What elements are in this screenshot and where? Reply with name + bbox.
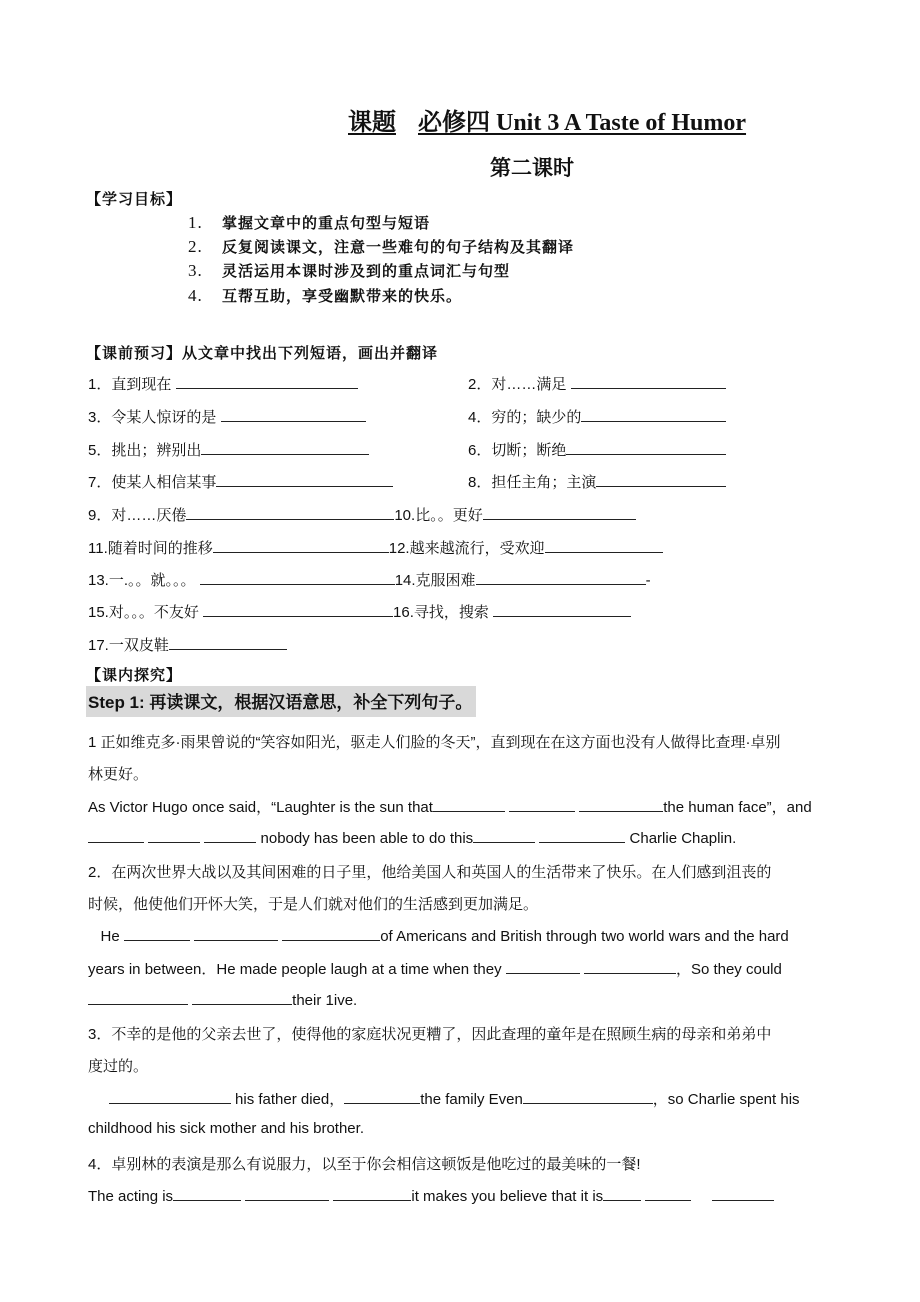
answer-blank[interactable] — [493, 602, 631, 617]
answer-blank[interactable] — [148, 828, 200, 843]
q1-chinese-line1: 1 正如维克多·雨果曾说的“笑容如阳光，驱走人们脸的冬天”，直到现在在这方面也没有人做得比查理·卓别 — [88, 734, 781, 751]
q1-english-line1: As Victor Hugo once said，“Laughter is the sun that the human face”，and — [88, 799, 812, 816]
answer-blank[interactable] — [545, 538, 663, 553]
answer-blank[interactable] — [596, 472, 726, 487]
answer-blank[interactable] — [603, 1186, 641, 1201]
q4-chinese-line1: 4．卓别林的表演是那么有说服力，以至于你会相信这顿饭是他吃过的最美味的一餐! — [88, 1156, 641, 1173]
phrase-item: 8．担任主角；主演 — [468, 471, 726, 492]
q1-english-line2: nobody has been able to do this Charlie Chaplin. — [88, 828, 736, 847]
answer-blank[interactable] — [433, 797, 505, 812]
answer-blank[interactable] — [204, 828, 256, 843]
q2-english-line3: their 1ive. — [88, 990, 357, 1009]
q3-chinese-line2: 度过的。 — [88, 1058, 149, 1075]
phrase-item: 3．令某人惊讶的是 — [88, 406, 366, 427]
preview-heading: 【课前预习】从文章中找出下列短语，画出并翻译 — [86, 345, 439, 362]
answer-blank[interactable] — [566, 440, 726, 455]
answer-blank[interactable] — [523, 1089, 653, 1104]
phrase-item: 15.对。。。不友好 16.寻找，搜索 — [88, 601, 631, 622]
answer-blank[interactable] — [581, 407, 726, 422]
objective-item: 2. 反复阅读课文，注意一些难句的句子结构及其翻译 — [188, 237, 575, 256]
phrase-item: 9．对……厌倦 10.比。。更好 — [88, 504, 636, 525]
q2-chinese-line2: 时候，他使他们开怀大笑，于是人们就对他们的生活感到更加满足。 — [88, 896, 539, 913]
q2-chinese-line1: 2．在两次世界大战以及其间困难的日子里，他给美国人和英国人的生活带来了快乐。在人们感到沮丧的 — [88, 864, 772, 881]
title-label: 课题 — [348, 110, 396, 136]
q2-english-line2: years in between．He made people laugh at a time when they ，So they could — [88, 961, 782, 978]
answer-blank[interactable] — [645, 1186, 691, 1201]
answer-blank[interactable] — [571, 374, 726, 389]
q3-chinese-line1: 3．不幸的是他的父亲去世了，使得他的家庭状况更糟了，因此查理的童年是在照顾生病的母亲和弟弟中 — [88, 1026, 772, 1043]
q3-english-line2: childhood his sick mother and his brother. — [88, 1120, 364, 1137]
lesson-subtitle: 第二课时 — [490, 156, 574, 180]
phrase-item: 13.一.。。就。。。 14.克服困难 - — [88, 572, 651, 589]
explore-heading: 【课内探究】 — [86, 667, 183, 684]
answer-blank[interactable] — [203, 602, 393, 617]
phrase-item: 6．切断；断绝 — [468, 439, 726, 460]
answer-blank[interactable] — [169, 635, 287, 650]
step1-heading: Step 1: 再读课文，根据汉语意思，补全下列句子。 — [86, 686, 476, 717]
objective-item: 3. 灵活运用本课时涉及到的重点词汇与句型 — [188, 261, 511, 280]
phrase-item: 7．使某人相信某事 — [88, 471, 393, 492]
answer-blank[interactable] — [186, 505, 394, 520]
answer-blank[interactable] — [221, 407, 366, 422]
phrase-item: 11.随着时间的推移 12.越来越流行，受欢迎 — [88, 537, 663, 558]
answer-blank[interactable] — [88, 828, 144, 843]
answer-blank[interactable] — [88, 990, 188, 1005]
phrase-item: 2．对……满足 — [468, 373, 726, 394]
answer-blank[interactable] — [539, 828, 625, 843]
q4-english-line1: The acting is it makes you believe that it is — [88, 1186, 774, 1205]
answer-blank[interactable] — [584, 959, 676, 974]
document-title — [348, 102, 746, 137]
answer-blank[interactable] — [476, 570, 646, 585]
objective-item: 4. 互帮互助，享受幽默带来的快乐。 — [188, 286, 463, 305]
answer-blank[interactable] — [506, 959, 580, 974]
q3-english-line1: his father died， the family Even ，so Charlie spent his — [88, 1088, 800, 1109]
answer-blank[interactable] — [201, 440, 369, 455]
answer-blank[interactable] — [109, 1089, 231, 1104]
answer-blank[interactable] — [483, 505, 636, 520]
answer-blank[interactable] — [473, 828, 535, 843]
phrase-item: 5．挑出；辨别出 — [88, 439, 369, 460]
answer-blank[interactable] — [192, 990, 292, 1005]
answer-blank[interactable] — [509, 797, 575, 812]
answer-blank[interactable] — [124, 926, 190, 941]
q2-english-line1: He of Americans and British through two world wars and the hard — [100, 928, 789, 945]
answer-blank[interactable] — [579, 797, 663, 812]
answer-blank[interactable] — [173, 1186, 241, 1201]
phrase-item: 1．直到现在 — [88, 373, 358, 394]
answer-blank[interactable] — [200, 570, 395, 585]
answer-blank[interactable] — [194, 926, 278, 941]
phrase-item: 17.一双皮鞋 — [88, 634, 287, 655]
phrase-item: 4．穷的；缺少的 — [468, 406, 726, 427]
answer-blank[interactable] — [344, 1089, 420, 1104]
answer-blank[interactable] — [245, 1186, 329, 1201]
answer-blank[interactable] — [176, 374, 358, 389]
title-text: 必修四 Unit 3 A Taste of Humor — [418, 110, 747, 136]
objective-item: 1. 掌握文章中的重点句型与短语 — [188, 213, 431, 232]
answer-blank[interactable] — [333, 1186, 411, 1201]
answer-blank[interactable] — [712, 1186, 774, 1201]
q1-chinese-line2: 林更好。 — [88, 766, 149, 783]
answer-blank[interactable] — [213, 538, 389, 553]
objectives-heading: 【学习目标】 — [86, 191, 183, 208]
answer-blank[interactable] — [216, 472, 393, 487]
answer-blank[interactable] — [282, 926, 380, 941]
